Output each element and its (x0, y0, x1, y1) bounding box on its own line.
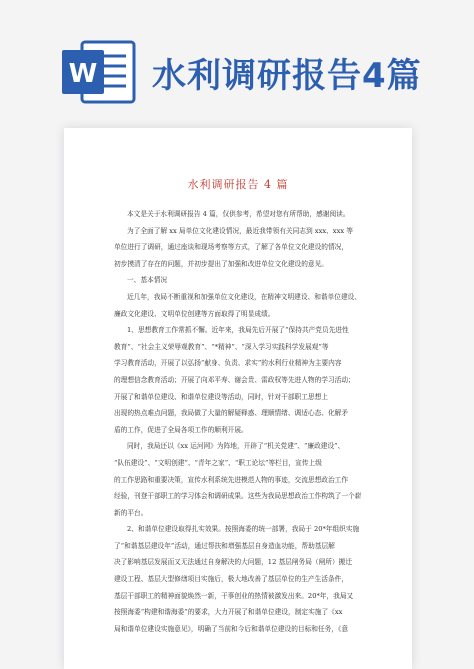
text-line: 经验，刊登干部职工的学习体会和调研成果。这些为我局思想政治工作构筑了一个崭 (114, 492, 362, 501)
text-line: 一、基本情况 (127, 276, 168, 285)
text-line: 教育”、“社会主义荣辱观教育”、“*精神”、“深入学习实践科学发展观”等 (114, 342, 329, 351)
text-line: 初步摸清了存在的问题，并初步提出了加强和改进单位文化建设的意见。 (114, 259, 328, 268)
document-body (114, 206, 362, 637)
document-title: 水利调研报告 4 篇 (187, 178, 289, 191)
text-line: 学习教育活动，开展了以弘扬“献身、负责、求实”的水利行业精神为主要内容 (114, 359, 342, 368)
word-logo-letter: W (68, 59, 98, 89)
text-line: 近几年，我局不断重视和加强单位文化建设，在精神文明建设、和谐单位建设、 (127, 292, 362, 301)
text-line: 的理想信念教育活动；开展了向邓平寿、谢会贵、雷政权等先进人物的学习活动； (114, 375, 355, 384)
text-line: 局和谐单位建设实施意见》，明确了当前和今后和谐单位建设的目标和任务，《意 (114, 624, 349, 633)
text-line: 按照海委“构建和谐海委”的要求，大力开展了和谐单位建设，制定实施了《xx (114, 608, 343, 617)
document-page (64, 128, 412, 669)
text-line: 出现的热点难点问题，我局做了大量的解疑释惑、理顺情绪、调适心态、化解矛 (114, 409, 349, 418)
header (0, 0, 474, 112)
text-line: 决了影响基层发展而又无法通过自身解决的大问题，12 基层闸务局（闸所）搬迁 (114, 558, 353, 567)
text-line: “队伍建设”、“文明创建”、“青年之家”、“职工论坛”等栏目，宣传上级 (114, 458, 322, 467)
text-line: 基层干部职工的精神面貌焕然一新，干事创业的热情被激发出来。20*年，我局又 (114, 591, 354, 600)
text-line: 建设工程、基层大型修缮项目实施后，极大地改善了基层单位的生产生活条件， (114, 575, 349, 584)
text-line: 盾的工作，促进了全局各项工作的顺利开展。 (114, 425, 248, 434)
word-document-icon (62, 40, 136, 104)
text-line: 同时，我局还以《xx 运河网》为阵地，开辟了“机关党建”、“廉政建设”、 (127, 442, 345, 451)
text-line: 了“和谐基层建设年”活动，通过帮扶和增强基层自身造血功能，帮助基层解 (114, 541, 335, 550)
text-line: 的工作思路和重要决策，宣传水利系统先进模范人物的事迹，交流思想政治工作 (114, 475, 349, 484)
text-line: 廉政文化建设、文明单位创建等方面取得了明显成绩。 (114, 309, 275, 318)
text-line: 新的平台。 (114, 508, 148, 517)
text-line: 单位进行了调研，通过座谈和现场考察等方式，了解了各单位文化建设的情况， (114, 243, 349, 252)
text-line: 2、和谐单位建设取得扎实效果。按照海委的统一部署，我局于 20*年组织实施 (127, 525, 360, 534)
text-line: 开展了和谐单位建设、和谐单位建设等活动，同时，针对干部职工思想上 (114, 392, 328, 401)
text-line: 1、思想教育工作常抓不懈。近年来，我局先后开展了“保持共产党员先进性 (127, 326, 349, 335)
text-line: 本文是关于水利调研报告 4 篇，仅供参考，希望对您有所帮助，感谢阅读。 (127, 210, 350, 218)
text-line: 为了全面了解 xx 局单位文化建设情况，最近我带领有关同志到 xxx、xxx 等 (127, 226, 353, 235)
page-title: 水利调研报告4篇 (152, 56, 422, 96)
